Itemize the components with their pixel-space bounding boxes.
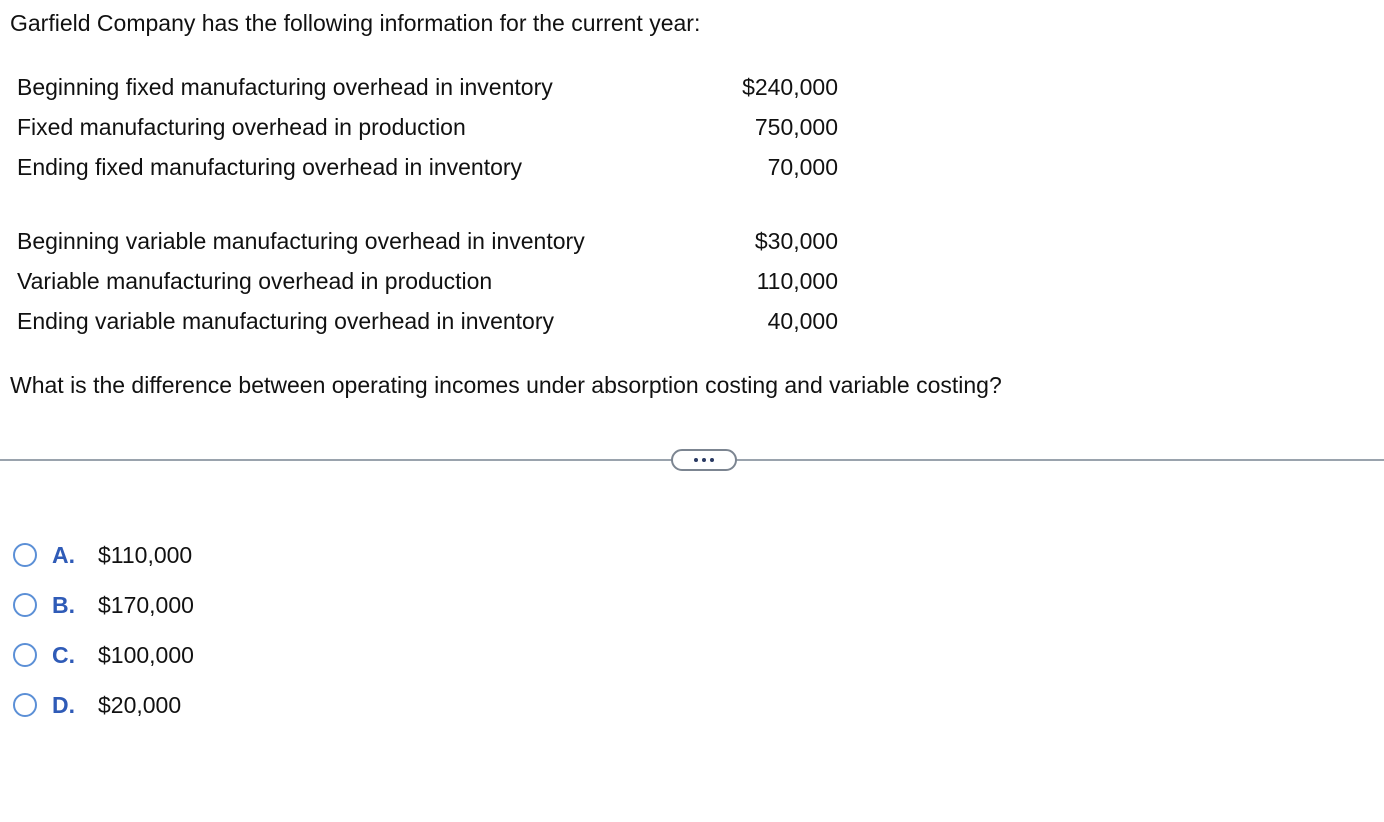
row-label: Ending fixed manufacturing overhead in inventory xyxy=(17,154,523,180)
option-letter: B. xyxy=(52,591,75,618)
more-options-button[interactable] xyxy=(671,449,737,471)
row-value: 750,000 xyxy=(754,114,838,140)
problem-intro: Garfield Company has the following information for the current year: xyxy=(10,10,701,36)
option-letter: A. xyxy=(52,541,75,568)
option-value: $20,000 xyxy=(98,691,182,718)
table-row xyxy=(17,107,838,147)
radio-button[interactable] xyxy=(13,693,37,717)
option-value: $100,000 xyxy=(98,641,194,668)
fixed-overhead-table xyxy=(17,67,838,187)
row-label: Ending variable manufacturing overhead in inventory xyxy=(17,308,554,334)
ellipsis-icon xyxy=(702,458,706,462)
row-value: $240,000 xyxy=(742,74,838,100)
radio-button[interactable] xyxy=(13,643,37,667)
option-letter: D. xyxy=(52,691,75,718)
table-row xyxy=(17,301,838,341)
row-label: Beginning variable manufacturing overhead in inventory xyxy=(17,228,585,254)
ellipsis-icon xyxy=(694,458,698,462)
option-b[interactable] xyxy=(13,580,194,630)
radio-button[interactable] xyxy=(13,593,37,617)
row-label: Variable manufacturing overhead in production xyxy=(17,268,493,294)
row-label: Beginning fixed manufacturing overhead in inventory xyxy=(17,74,553,100)
answer-options xyxy=(13,530,194,730)
option-d[interactable] xyxy=(13,680,194,730)
option-letter: C. xyxy=(52,641,75,668)
row-label: Fixed manufacturing overhead in production xyxy=(17,114,466,140)
row-value: 70,000 xyxy=(767,154,838,180)
ellipsis-icon xyxy=(710,458,714,462)
variable-overhead-table xyxy=(17,221,838,341)
row-value: $30,000 xyxy=(754,228,838,254)
table-row xyxy=(17,221,838,261)
radio-button[interactable] xyxy=(13,543,37,567)
option-value: $110,000 xyxy=(98,541,193,568)
option-value: $170,000 xyxy=(98,591,194,618)
option-c[interactable] xyxy=(13,630,194,680)
table-row xyxy=(17,261,838,301)
question-text: What is the difference between operating incomes under absorption costing and variable costing? xyxy=(10,372,1002,398)
table-row xyxy=(17,147,838,187)
table-row xyxy=(17,67,838,107)
row-value: 40,000 xyxy=(767,308,838,334)
option-a[interactable] xyxy=(13,530,194,580)
row-value: 110,000 xyxy=(756,268,838,294)
